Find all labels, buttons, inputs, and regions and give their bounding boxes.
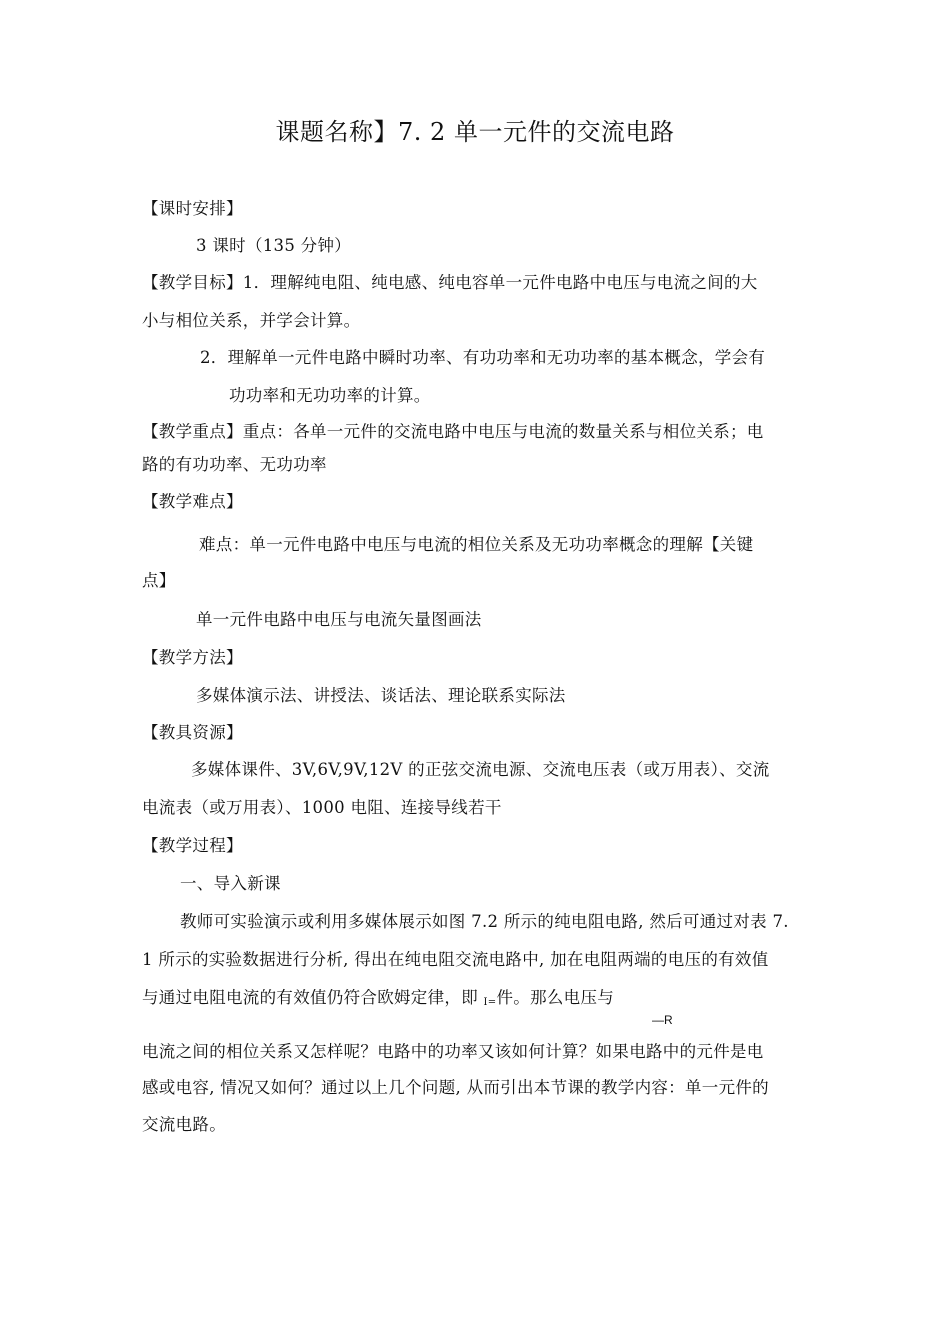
keypoints-line-1: 【教学重点】重点：各单一元件的交流电路中电压与电流的数量关系与相位关系；电 [142, 422, 764, 441]
subheading-intro: 一、导入新课 [180, 874, 281, 893]
section-heading-schedule: 【课时安排】 [142, 199, 243, 218]
method-text: 多媒体演示法、讲授法、谈话法、理论联系实际法 [196, 686, 566, 705]
section-heading-difficulty: 【教学难点】 [142, 492, 243, 511]
formula-denominator: —R [652, 1013, 673, 1027]
keypoints-line-2: 路的有功功率、无功功率 [142, 455, 327, 474]
objectives-line-4: 功功率和无功功率的计算。 [229, 386, 431, 405]
section-heading-resources: 【教具资源】 [142, 723, 243, 742]
section-heading-process: 【教学过程】 [142, 836, 243, 855]
resources-line-2: 电流表（或万用表）、1000 电阻、连接导线若干 [142, 798, 502, 817]
formula-subscript: I= [483, 997, 497, 1008]
paragraph-line-6: 交流电路。 [142, 1115, 226, 1134]
formula-tail: 件。那么电压与 [496, 988, 615, 1007]
difficulty-line-1: 难点：单一元件电路中电压与电流的相位关系及无功功率概念的理解【关键 [199, 535, 754, 554]
objectives-line-1: 【教学目标】1．理解纯电阻、纯电感、纯电容单一元件电路中电压与电流之间的大 [142, 273, 758, 292]
difficulty-line-2: 点】 [142, 571, 176, 590]
paragraph-line-4: 电流之间的相位关系又怎样呢？电路中的功率又该如何计算？如果电路中的元件是电 [142, 1042, 764, 1061]
key-point-text: 单一元件电路中电压与电流矢量图画法 [196, 610, 482, 629]
section-heading-method: 【教学方法】 [142, 648, 243, 667]
document-title: 课题名称】7. 2 单一元件的交流电路 [275, 118, 675, 146]
paragraph-line-5: 感或电容, 情况又如何？通过以上几个问题, 从而引出本节课的教学内容：单一元件的 [142, 1078, 769, 1097]
paragraph-line-3 [142, 986, 614, 1013]
paragraph-line-3-text: 与通过电阻电流的有效值仍符合欧姆定律，即 [142, 988, 484, 1007]
resources-line-1: 多媒体课件、3V,6V,9V,12V 的正弦交流电源、交流电压表（或万用表）、交流 [191, 760, 770, 779]
schedule-text: 3 课时（135 分钟） [196, 236, 352, 255]
objectives-line-2: 小与相位关系，并学会计算。 [142, 311, 361, 330]
objectives-line-3: 2．理解单一元件电路中瞬时功率、有功功率和无功功率的基本概念，学会有 [200, 348, 766, 367]
paragraph-line-1: 教师可实验演示或利用多媒体展示如图 7.2 所示的纯电阻电路, 然后可通过对表 7. [180, 912, 789, 931]
paragraph-line-2: 1 所示的实验数据进行分析, 得出在纯电阻交流电路中, 加在电阻两端的电压的有效值 [142, 950, 769, 969]
